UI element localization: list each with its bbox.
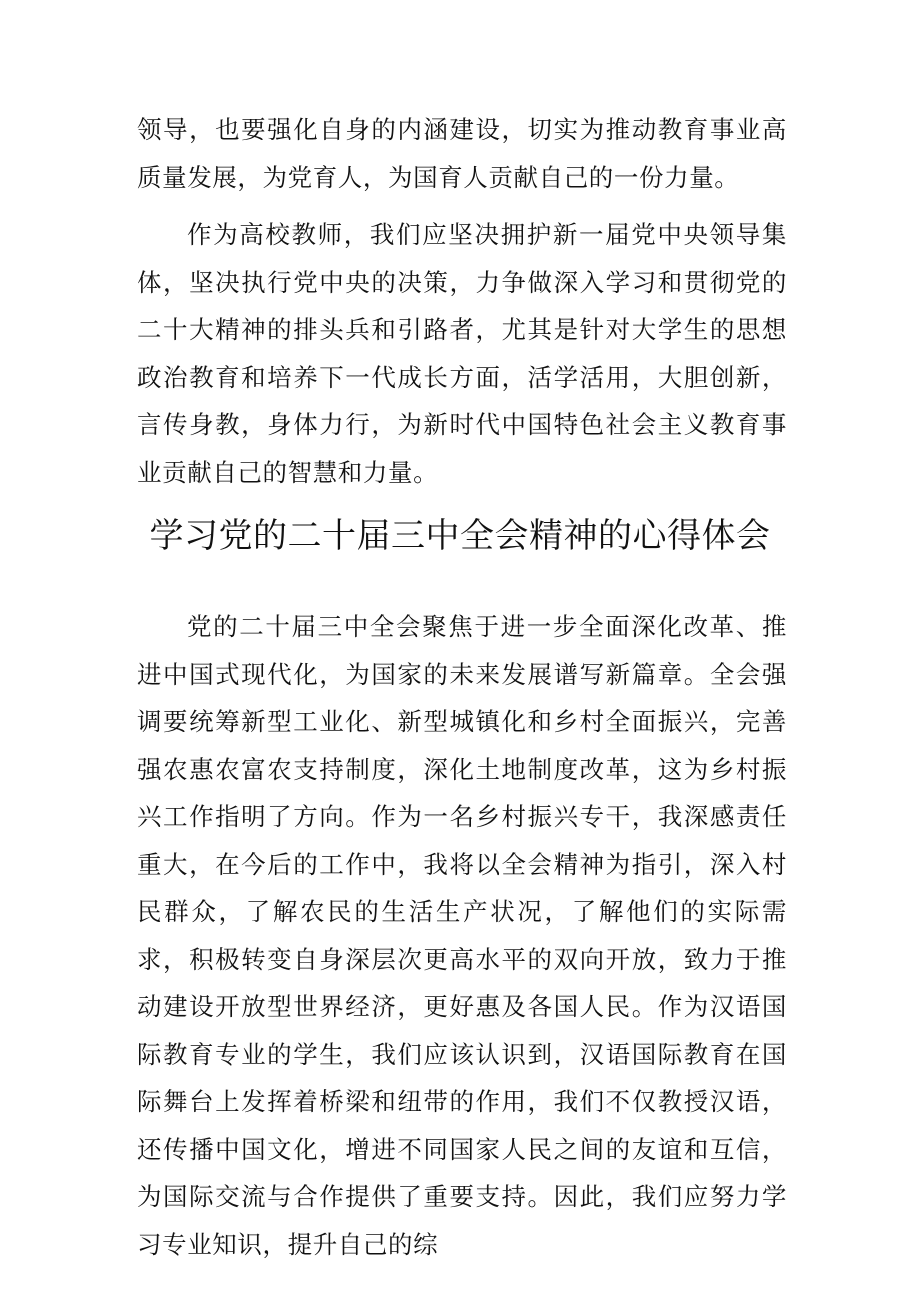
paragraph-body: 党的二十届三中全会聚焦于进一步全面深化改革、推进中国式现代化，为国家的未来发展谱写新篇章。全会强调要统筹新型工业化、新型城镇化和乡村全面振兴，完善强农惠农富农支持制度，深化土地制度改革，这为乡村振兴工作指明了方向。作为一名乡村振兴专干，我深感责任重大，在今后的工作中，我将以全会精神为指引，深入村民群众，了解农民的生活生产状况，了解他们的实际需求，积极转变自身深层次更高水平的双向开放，致力于推动建设开放型世界经济，更好惠及各国人民。作为汉语国际教育专业的学生，我们应该认识到，汉语国际教育在国际舞台上发挥着桥梁和纽带的作用，我们不仅教授汉语，还传播中国文化，增进不同国家人民之间的友谊和互信，为国际交流与合作提供了重要支持。因此，我们应努力学习专业知识，提升自己的综 — [137, 612, 787, 1259]
paragraph-teacher: 作为高校教师，我们应坚决拥护新一届党中央领导集体，坚决执行党中央的决策，力争做深入学习和贯彻党的二十大精神的排头兵和引路者，尤其是针对大学生的思想政治教育和培养下一代成长方面，活学活用，大胆创新，言传身教，身体力行，为新时代中国特色社会主义教育事业贡献自己的智慧和力量。 — [137, 220, 787, 487]
section-title: 学习党的二十届三中全会精神的心得体会 — [149, 516, 771, 556]
paragraph-continued: 领导，也要强化自身的内涵建设，切实为推动教育事业高质量发展，为党育人，为国育人贡献自己的一份力量。 — [137, 115, 787, 192]
